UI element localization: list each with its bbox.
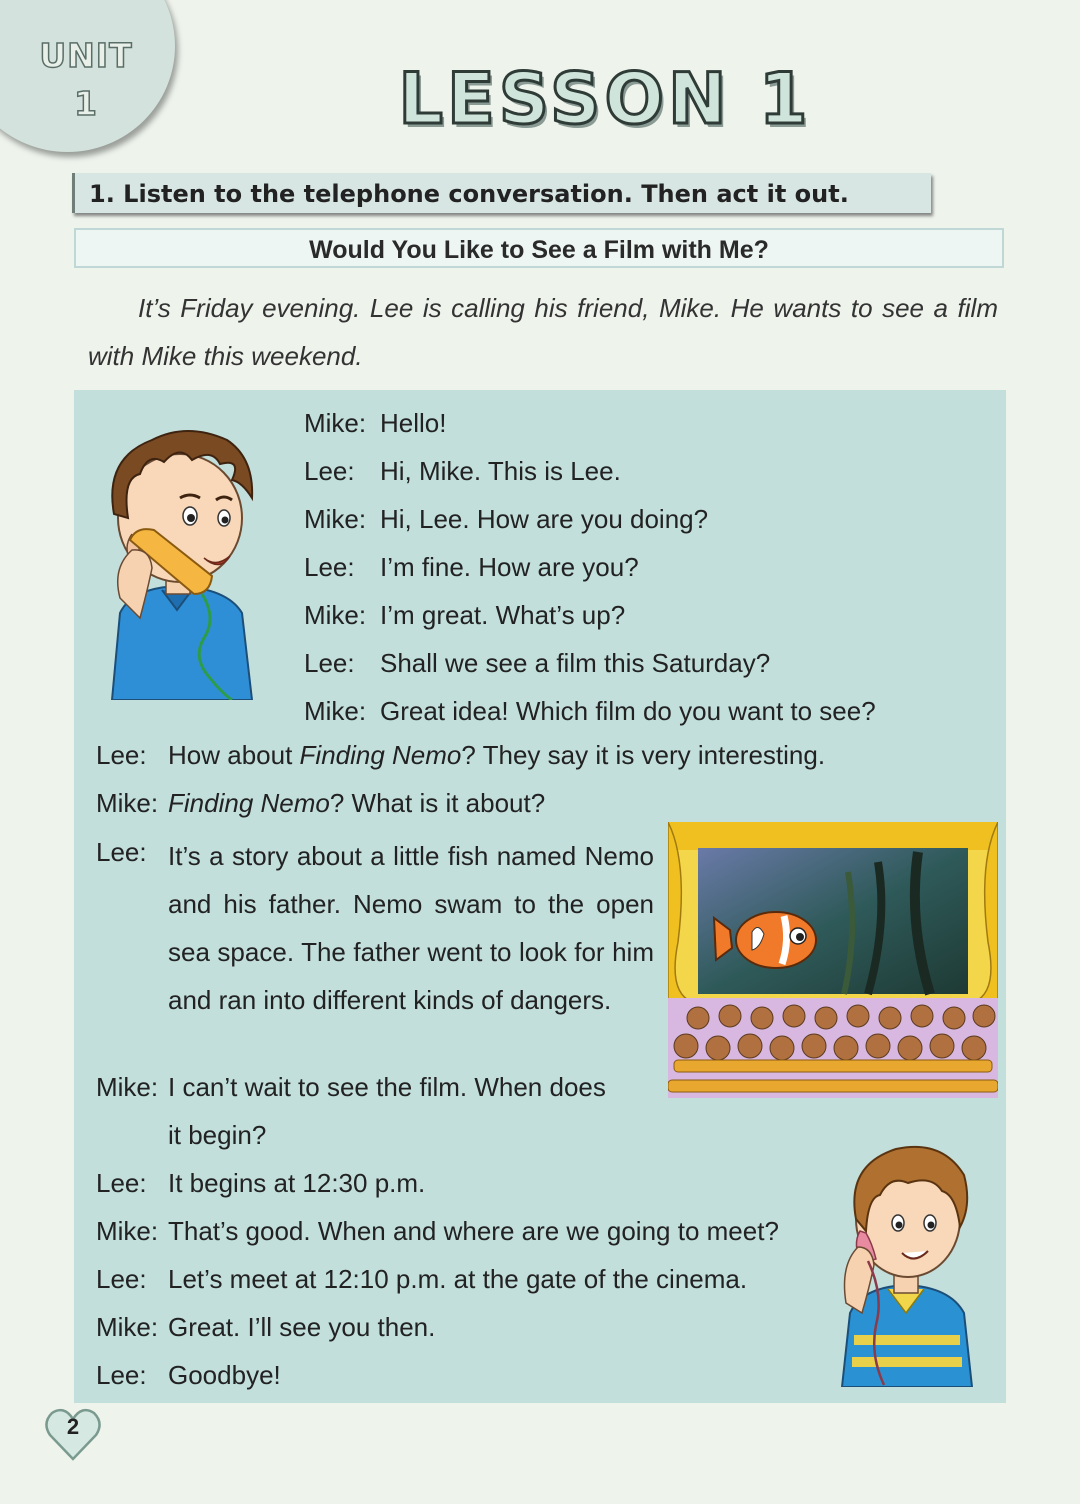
dialogue-line xyxy=(96,1166,796,1200)
dialogue-line xyxy=(96,835,176,869)
unit-number: 1 xyxy=(74,84,98,123)
speaker-label: Mike: xyxy=(304,600,367,630)
speaker-label: Mike: xyxy=(96,1072,159,1102)
speaker-label: Lee: xyxy=(96,1168,147,1198)
speech-text: Goodbye! xyxy=(168,1360,281,1390)
speech-text: Hi, Mike. This is Lee. xyxy=(380,456,621,486)
mike-on-phone-illustration xyxy=(832,1135,980,1387)
intro-paragraph: It’s Friday evening. Lee is calling his friend, Mike. He wants to see a film with Mike this weekend. xyxy=(88,293,998,371)
speech-text: Great. I’ll see you then. xyxy=(168,1312,436,1342)
speech-text: Shall we see a film this Saturday? xyxy=(380,648,771,678)
dialogue-title: Would You Like to See a Film with Me? xyxy=(309,236,769,264)
speech-text: It begins at 12:30 p.m. xyxy=(168,1168,426,1198)
task-instruction: 1. Listen to the telephone conversation. Then act it out. xyxy=(89,180,849,208)
speaker-label: Mike: xyxy=(96,788,159,818)
unit-label xyxy=(38,32,134,128)
speaker-label: Lee: xyxy=(96,740,147,770)
speaker-label: Lee: xyxy=(304,552,355,582)
dialogue-line xyxy=(304,550,924,584)
dialogue-line xyxy=(96,738,976,772)
dialogue-line xyxy=(304,694,944,728)
task-instruction-bar xyxy=(72,173,931,213)
dialogue-line xyxy=(304,406,924,440)
speech-text: Great idea! Which film do you want to see? xyxy=(380,696,876,726)
speaker-label: Lee: xyxy=(304,648,355,678)
speaker-label: Mike: xyxy=(96,1216,159,1246)
speech-text: I’m great. What’s up? xyxy=(380,600,626,630)
dialogue-line xyxy=(96,1310,796,1344)
unit-word: UNIT xyxy=(39,36,133,75)
dialogue-line xyxy=(304,598,924,632)
lesson-title: LESSON 1 xyxy=(398,58,812,140)
dialogue-line xyxy=(304,502,924,536)
speech-text: That’s good. When and where are we going to meet? xyxy=(168,1216,779,1246)
dialogue-line xyxy=(96,1262,836,1296)
speech-text-paragraph: It’s a story about a little fish named Nemo and his father. Nemo swam to the open sea space. The father went to look for him and ran into different kinds of dangers. xyxy=(168,841,654,1015)
speaker-label: Lee: xyxy=(304,456,355,486)
speech-text: Hi, Lee. How are you doing? xyxy=(380,504,709,534)
speech-text: I’m fine. How are you? xyxy=(380,552,639,582)
speech-text: I can’t wait to see the film. When does xyxy=(168,1072,606,1102)
dialogue-line xyxy=(304,454,924,488)
speaker-label: Mike: xyxy=(304,504,367,534)
speech-text-part: ? What is it about? xyxy=(329,788,546,818)
speech-text xyxy=(168,738,825,772)
speech-text: Let’s meet at 12:10 p.m. at the gate of the cinema. xyxy=(168,1264,748,1294)
speech-text-part: ? They say it is very interesting. xyxy=(461,740,826,770)
speech-text: it begin? xyxy=(168,1120,267,1150)
speaker-label: Mike: xyxy=(96,1312,159,1342)
dialogue-line xyxy=(96,1070,656,1104)
dialogue-line xyxy=(304,646,924,680)
cinema-finding-nemo-illustration xyxy=(668,822,998,1098)
dialogue-title-bar xyxy=(74,228,1004,268)
lee-on-phone-illustration xyxy=(92,418,262,700)
speech-text-part: How about xyxy=(168,740,300,770)
speaker-label: Mike: xyxy=(304,408,367,438)
dialogue-line xyxy=(96,1214,836,1248)
dialogue-line xyxy=(96,1358,796,1392)
speaker-label: Lee: xyxy=(96,837,147,867)
speech-text xyxy=(168,786,545,820)
dialogue-line xyxy=(96,786,976,820)
speaker-label: Lee: xyxy=(96,1264,147,1294)
film-title: Finding Nemo xyxy=(299,740,462,770)
speaker-label: Lee: xyxy=(96,1360,147,1390)
page-number: 2 xyxy=(66,1414,80,1439)
speech-text: Hello! xyxy=(380,408,447,438)
film-title: Finding Nemo xyxy=(168,788,330,818)
dialogue-line-continuation xyxy=(168,1118,468,1152)
speaker-label: Mike: xyxy=(304,696,367,726)
